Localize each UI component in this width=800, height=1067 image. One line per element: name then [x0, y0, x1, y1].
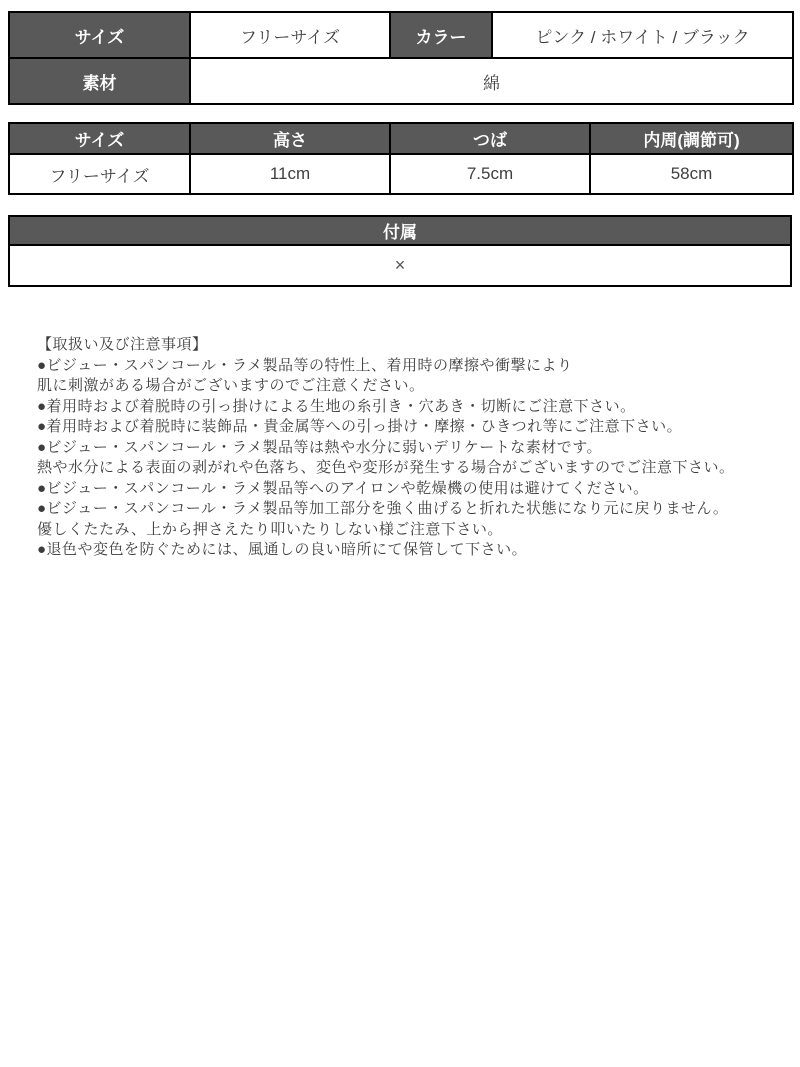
care-note-line: 熱や水分による表面の剥がれや色落ち、変色や変形が発生する場合がございますのでご注意下さい。: [37, 459, 735, 476]
care-note-line: ●退色や変色を防ぐためには、風通しの良い暗所にて保管して下さい。: [37, 541, 528, 558]
care-notes-title: 【取扱い及び注意事項】: [37, 336, 208, 353]
care-note-line: ●ビジュー・スパンコール・ラメ製品等へのアイロンや乾燥機の使用は避けてください。: [37, 479, 649, 497]
measure-value-size: フリーサイズ: [9, 154, 190, 194]
measure-header-height: 高さ: [190, 123, 390, 154]
size-value-cell: フリーサイズ: [190, 12, 390, 58]
material-value-cell: 綿: [190, 58, 793, 104]
care-note-line: ●ビジュー・スパンコール・ラメ製品等加工部分を強く曲げると折れた状態になり元に戻りません。: [37, 500, 729, 517]
table-header-row: [9, 123, 793, 154]
table-row: [9, 154, 793, 194]
measure-header-size: サイズ: [9, 123, 190, 154]
size-color-material-table: [8, 11, 794, 105]
size-label-cell: サイズ: [9, 12, 190, 58]
table-row: [9, 12, 793, 58]
measure-value-height: 11cm: [190, 154, 390, 194]
care-note-line: ●ビジュー・スパンコール・ラメ製品等の特性上、着用時の摩擦や衝撃により: [37, 356, 573, 374]
care-note-line: ●着用時および着脱時に装飾品・貴金属等への引っ掛け・摩擦・ひきつれ等にご注意下さい。: [37, 418, 683, 435]
measure-value-circumference: 58cm: [590, 154, 793, 194]
accessory-value-cell: ×: [9, 245, 791, 286]
care-note-line: ●ビジュー・スパンコール・ラメ製品等は熱や水分に弱いデリケートな素材です。: [37, 438, 603, 456]
measure-value-brim: 7.5cm: [390, 154, 590, 194]
care-note-line: ●着用時および着脱時の引っ掛けによる生地の糸引き・穴あき・切断にご注意下さい。: [37, 397, 636, 415]
care-notes-section: [8, 335, 792, 561]
table-row: [9, 245, 791, 286]
measurements-table: [8, 122, 794, 195]
material-label-cell: 素材: [9, 58, 190, 104]
care-note-line: 優しくたたみ、上から押さえたり叩いたりしない様ご注意下さい。: [37, 520, 503, 538]
table-header-row: [9, 216, 791, 245]
color-value-cell: ピンク / ホワイト / ブラック: [492, 12, 793, 58]
table-row: [9, 58, 793, 104]
measure-header-circumference: 内周(調節可): [590, 123, 793, 154]
accessory-table: [8, 215, 792, 287]
measure-header-brim: つば: [390, 123, 590, 154]
accessory-header-cell: 付属: [9, 216, 791, 245]
color-label-cell: カラー: [390, 12, 492, 58]
care-note-line: 肌に刺激がある場合がございますのでご注意ください。: [37, 377, 425, 394]
